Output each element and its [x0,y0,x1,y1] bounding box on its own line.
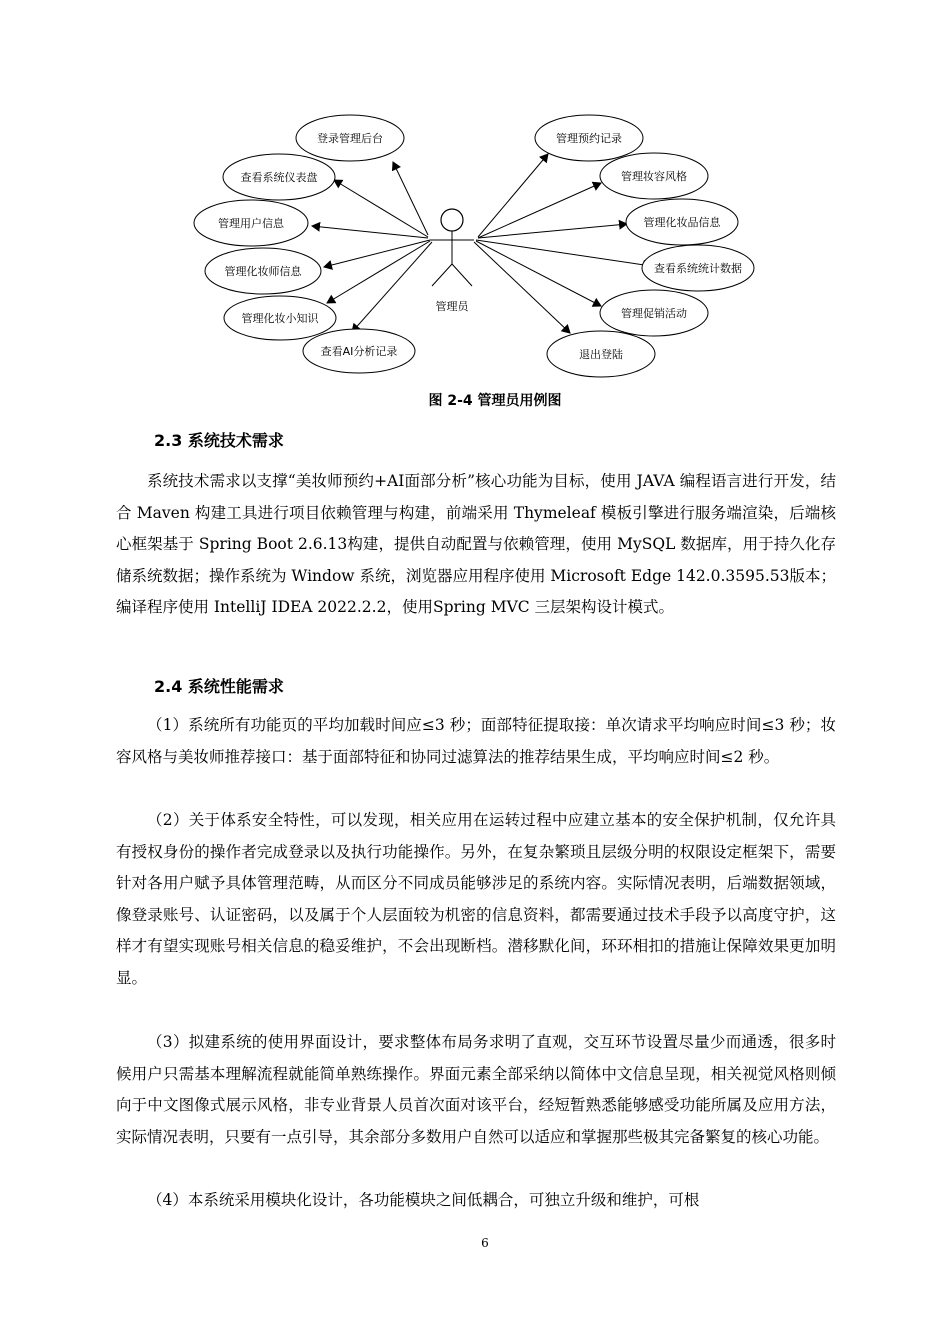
edge-left-4 [327,241,430,303]
association-lines [312,154,651,333]
use-case-label: 管理化妆品信息 [643,216,721,229]
actor-admin [430,209,474,313]
paragraph-perf-4: （4）本系统采用模块化设计，各功能模块之间低耦合，可独立升级和维护，可根 [147,1191,700,1209]
use-case-diagram [0,0,950,400]
edge-left-3 [324,240,430,267]
edge-left-1 [334,180,428,237]
edge-right-0 [478,154,548,237]
use-case-label: 查看AI分析记录 [320,345,398,358]
edge-left-0 [393,162,428,235]
use-case-right-1 [600,153,708,199]
use-case-left-4 [224,296,336,340]
use-case-right-0 [535,115,643,161]
use-case-left-2 [194,200,308,246]
use-case-label: 查看系统仪表盘 [240,171,318,184]
use-case-label: 查看系统统计数据 [654,262,742,275]
edge-right-1 [478,183,601,238]
actor-head [441,209,463,231]
use-case-label: 管理化妆师信息 [224,265,302,278]
paragraph-perf-3: （3）拟建系统的使用界面设计，要求整体布局务求明了直观，交互环节设置尽量少而通透，很多时候用户只需基本理解流程就能简单熟练操作。界面元素全部采纳以简体中文信息呈现，相关视觉风格则倾向于中文图像式展示风格，非专业背景人员首次面对该平台，经短暂熟悉能够感受功能所属及应用方法，实际情况表明，只要有一点引导，其余部分多数用户自然可以适应和掌握那些极其完备繁复的核心功能。 [116,1033,836,1146]
page-number: 6 [481,1236,489,1250]
paragraph-perf-2: （2）关于体系安全特性，可以发现，相关应用在运转过程中应建立基本的安全保护机制，仅允许具有授权身份的操作者完成登录以及执行功能操作。另外，在复杂繁琐且层级分明的权限设定框架下，需要针对各用户赋予具体管理范畴，从而区分不同成员能够涉足的系统内容。实际情况表明，后端数据领域，像登录账号、认证密码，以及属于个人层面较为机密的信息资料，都需要通过技术手段予以高度守护，这样才有望实现账号相关信息的稳妥维护，不会出现断档。潜移默化间，环环相扣的措施让保障效果更加明显。 [116,811,836,987]
use-case-label: 退出登陆 [579,348,623,361]
use-case-right-5 [547,331,655,377]
actor-label: 管理员 [435,300,469,313]
use-case-label: 管理用户信息 [218,217,284,230]
use-case-left-1 [223,154,335,200]
use-case-right-4 [600,290,708,336]
use-case-left-0 [296,115,404,161]
use-case-right-3 [642,245,754,291]
paragraph-perf-1: （1）系统所有功能页的平均加载时间应≤3 秒；面部特征提取接：单次请求平均响应时间≤3 秒；妆容风格与美妆师推荐接口：基于面部特征和协同过滤算法的推荐结果生成，平均响应时间≤2 秒。 [116,716,836,766]
section-heading-2-4: 2.4 系统性能需求 [154,677,284,696]
edge-right-2 [478,224,627,238]
use-case-label: 管理预约记录 [556,132,622,145]
edge-right-5 [474,242,570,333]
edge-left-2 [312,226,428,238]
use-case-label: 登录管理后台 [317,132,383,145]
use-case-label: 管理促销活动 [621,307,687,320]
use-case-label: 管理化妆小知识 [241,312,319,325]
use-case-right-2 [626,199,738,245]
edge-left-5 [352,242,432,332]
use-case-label: 管理妆容风格 [621,170,687,183]
figure-caption: 图 2-4 管理员用例图 [428,393,562,409]
section-heading-2-3: 2.3 系统技术需求 [154,431,284,450]
paragraph-tech-requirements: 系统技术需求以支撑“美妆师预约+AI面部分析”核心功能为目标，使用 JAVA 编程语言进行开发，结合 Maven 构建工具进行项目依赖管理与构建，前端采用 Thymeleaf 模板引擎进行服务端渲染，后端核心框架基于 Spring Boot 2.6.13构建，提供自动配置与依赖管理，使用 MySQL 数据库，用于持久化存储系统数据；操作系统为 Window 系统，浏览器应用程序使用 Microsoft Edge 142.0.3595.53版本；编译程序使用 IntelliJ IDEA 2022.2.2，使用Spring MVC 三层架构设计模式。 [116,472,836,617]
edge-right-3 [476,240,651,266]
edge-right-4 [476,241,601,306]
use-case-left-3 [205,248,321,294]
use-case-left-5 [303,329,415,373]
